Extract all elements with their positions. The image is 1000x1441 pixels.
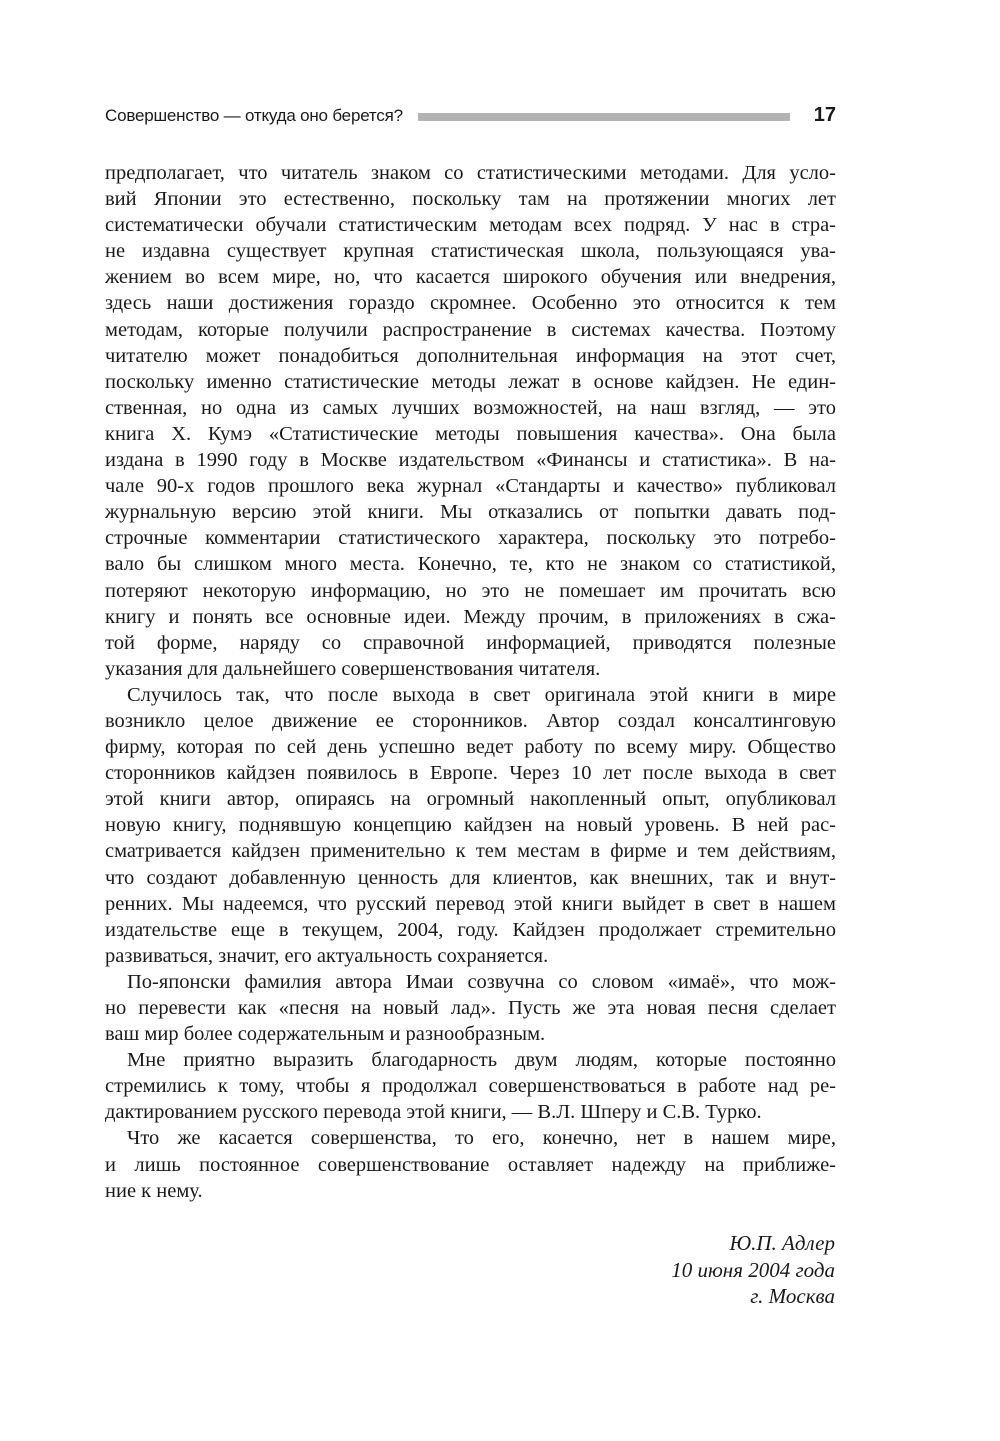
text-line: указания для дальнейшего совершенствования читателя.: [105, 657, 601, 680]
text-line: систематически обучали статистическим методам всех подряд. У нас в стра-: [105, 214, 836, 237]
text-line: фирму, которая по сей день успешно ведет работу по всему миру. Общество: [105, 736, 836, 759]
paragraph: [105, 1047, 836, 1125]
text-line: потеряют некоторую информацию, но это не помешает им прочитать всю: [105, 579, 836, 602]
text-line: жением во всем мире, но, что касается широкого обучения или внедрения,: [105, 266, 836, 289]
text-line: Случилось так, что после выхода в свет оригинала этой книги в мире: [127, 683, 836, 706]
text-line: издательстве еще в текущем, 2004, году. Кайдзен продолжает стремительно: [105, 918, 836, 941]
text-line: что создают добавленную ценность для клиентов, как внешних, так и внут-: [105, 866, 836, 889]
text-line: стремились к тому, чтобы я продолжал совершенствоваться в работе над ре-: [105, 1075, 836, 1098]
paragraph: [105, 1125, 836, 1203]
page-number: 17: [813, 104, 836, 126]
text-line: издана в 1990 году в Москве издательством «Финансы и статистика». В на-: [105, 449, 836, 472]
text-line: возникло целое движение ее сторонников. Автор создал консалтинговую: [105, 709, 836, 732]
text-line: новую книгу, поднявшую концепцию кайдзен на новый уровень. В ней рас-: [105, 814, 836, 837]
text-line: сторонников кайдзен появилось в Европе. Через 10 лет после выхода в свет: [105, 762, 836, 785]
text-line: методам, которые получили распространение в системах качества. Поэтому: [105, 318, 836, 341]
text-line: книга Х. Кумэ «Статистические методы повышения качества». Она была: [105, 422, 836, 445]
text-line: читателю может понадобиться дополнительная информация на этот счет,: [105, 344, 836, 367]
signature-block: [671, 1230, 835, 1310]
paragraph: [105, 682, 836, 969]
signature-date: 10 июня 2004 года: [671, 1257, 835, 1282]
text-line: ваш мир более содержательным и разнообразным.: [105, 1023, 546, 1046]
text-line: этой книги автор, опираясь на огромный накопленный опыт, опубликовал: [105, 788, 836, 811]
text-line: дактированием русского перевода этой книги, — В.Л. Шперу и С.В. Турко.: [105, 1101, 762, 1124]
running-header: [105, 104, 836, 130]
text-line: но перевести как «песня на новый лад». Пусть же эта новая песня сделает: [105, 997, 836, 1019]
text-line: журнальную версию этой книги. Мы отказались от попытки давать под-: [105, 501, 836, 524]
text-line: По-японски фамилия автора Имаи созвучна со словом «имаё», что мож-: [127, 970, 836, 993]
text-line: сматривается кайдзен применительно к тем местам в фирме и тем действиям,: [105, 840, 836, 863]
text-line: ние к нему.: [105, 1179, 203, 1202]
paragraph: [105, 969, 836, 1047]
text-line: вало бы слишком много места. Конечно, те, кто не знаком со статистикой,: [105, 553, 836, 576]
header-rule: [418, 113, 790, 121]
running-title: Совершенство — откуда оно берется?: [105, 106, 403, 125]
text-line: не издавна существует крупная статистическая школа, пользующаяся ува-: [105, 240, 836, 263]
body-text: [105, 160, 836, 1204]
signature-place: г. Москва: [750, 1284, 835, 1308]
text-line: чале 90-х годов прошлого века журнал «Стандарты и качество» публиковал: [105, 475, 836, 498]
text-line: и лишь постоянное совершенствование оставляет надежду на приближе-: [105, 1153, 836, 1176]
paragraph: [105, 160, 836, 682]
text-line: предполагает, что читатель знаком со статистическими методами. Для усло-: [105, 162, 836, 184]
text-line: ственная, но одна из самых лучших возможностей, на наш взгляд, — это: [105, 396, 836, 419]
text-line: той форме, наряду со справочной информацией, приводятся полезные: [105, 631, 836, 654]
signature-author: Ю.П. Адлер: [729, 1231, 835, 1255]
text-line: вий Японии это естественно, поскольку там на протяжении многих лет: [105, 188, 836, 211]
text-line: здесь наши достижения гораздо скромнее. Особенно это относится к тем: [105, 292, 836, 315]
text-line: Мне приятно выразить благодарность двум людям, которые постоянно: [127, 1049, 836, 1072]
text-line: Что же касается совершенства, то его, конечно, нет в нашем мире,: [127, 1127, 836, 1150]
text-line: поскольку именно статистические методы лежат в основе кайдзен. Не един-: [105, 370, 836, 393]
text-line: строчные комментарии статистического характера, поскольку это потребо-: [105, 527, 836, 550]
text-line: книгу и понять все основные идеи. Между прочим, в приложениях в сжа-: [105, 605, 836, 628]
text-line: развиваться, значит, его актуальность сохраняется.: [105, 944, 549, 967]
text-line: ренних. Мы надеемся, что русский перевод этой книги выйдет в свет в нашем: [105, 892, 836, 915]
